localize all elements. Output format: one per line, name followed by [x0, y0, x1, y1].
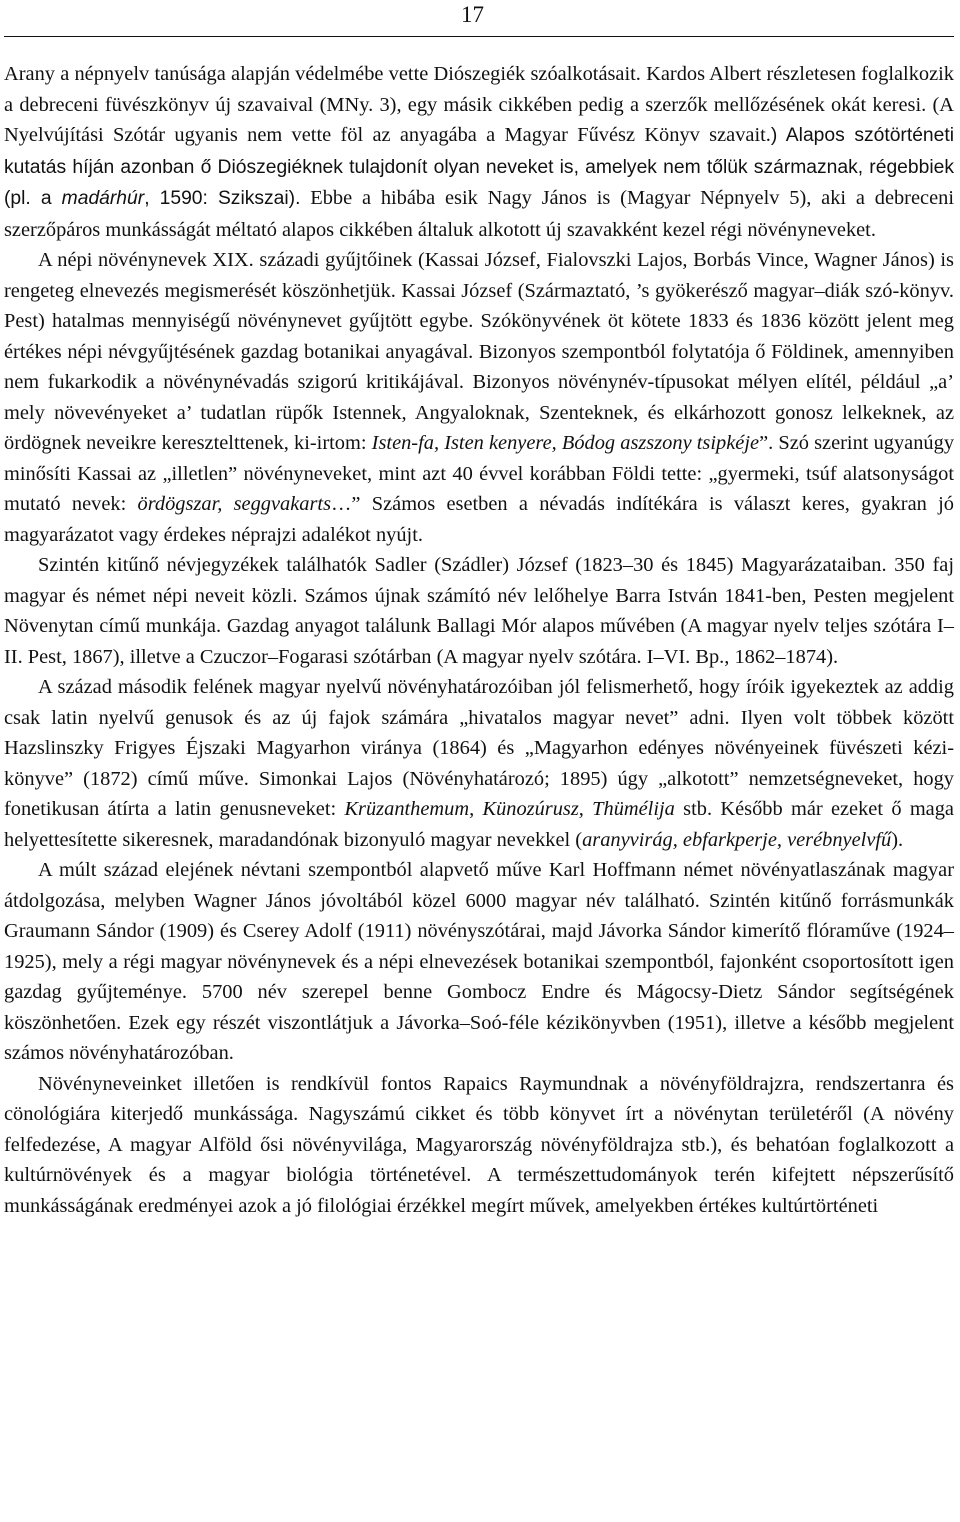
- page-header: [4, 0, 954, 37]
- text-segment: Arany a népnyelv tanúsága alapján védelmébe vette Diószegiék szóalkotásait. Kardos Albert részletesen foglalkozik a debreceni füvészkönyv új szavaival (MNy. 3), egy másik cikkében pedig a szerzők mellőzésének okát keresi. (A Nyelvújítási Szótár ugyanis nem vette föl az anyagába a Magyar Fűvész Könyv szavait.: [4, 63, 954, 146]
- text-segment: Szintén kitűnő névjegyzékek találhatók Sadler (Szádler) József (1823–30 és 1845) Magyarázataiban. 350 faj magyar és német népi neveit közli. Számos újnak számító név lelőhelye Barra István 1841-ben, Pesten megjelent Növenytan című munkája. Gazdag anyagot találunk Ballagi Mór alapos művében (A magyar nyelv teljes szótára I–II. Pest, 1867), illetve a Czuczor–Fogarasi szótárban (A magyar nyelv szótára. I–VI. Bp., 1862–1874).: [4, 554, 954, 668]
- text-segment: ) Alapos szótörténeti kutatás híján azonban ő Diószegiéknek tulajdonít olyan neveket is, amelyek nem tőlük származnak, régebbiek (pl. a: [4, 125, 955, 209]
- text-segment: ”. Szó szerint ugyanúgy minősíti Kassai az „illetlen” növényneveket, mint azt 40 évvel korábban Földi tette: „gyermeki, tsúf alatsonyságot mutató nevek:: [4, 432, 955, 515]
- paragraph: [4, 550, 954, 672]
- text-segment: , 1590: Szikszai).: [144, 188, 301, 209]
- text-segment: stb. Később már ezeket ő maga helyettesítette sikeresnek, maradandónak bizonyuló magyar nevekkel (: [4, 798, 954, 851]
- paragraph: [4, 1069, 954, 1222]
- italic-term: Isten-fa, Isten kenyere, Bódog aszszony tsipkéje: [371, 432, 760, 454]
- paragraph: [4, 59, 954, 245]
- italic-term: aranyvirág, ebfarkperje, verébnyelvfű: [582, 828, 892, 851]
- body-text: [4, 37, 954, 1221]
- text-segment: A század második felének magyar nyelvű növényhatározóiban jól felismerhető, hogy íróik igyekeztek az addig csak latin nyelvű genusok és az új fajok számára „hivatalos magyar nevet” adni. Ilyen volt többek között Hazslinszky Frigyes Éjszaki Magyarhon viránya (1864) és „Magyarhon edényes növényeinek füvészeti kézi-könyve” (1872) című műve. Simonkai Lajos (Növényhatározó; 1895) úgy „alkotott” nemzetségneveket, hogy fonetikusan átírta a latin genusneveket:: [4, 676, 954, 820]
- text-segment: A népi növénynevek XIX. századi gyűjtőinek (Kassai József, Fialovszki Lajos, Borbás Vince, Wagner János) is rengeteg elnevezés megismerését köszönhetjük. Kassai József (Származtató, ’s gyökerésző magyar–diák szó-könyv. Pest) hatalmas mennyiségű növénynevet gyűjtött egybe. Szókönyvének öt kötete 1833 és 1836 között jelent meg értékes népi névgyűjtésének gazdag botanikai anyagával. Bizonyos szempontból folytatója ő Földinek, amennyiben nem fukarkodik a növénynévadás szigorú kritikájával. Bizonyos növénynév-típusokat mélyen elítél, például „a’ mely növevényeket a’ tudatlan rüpők Istennek, Angyaloknak, Szenteknek, és elkárhozott gonosz lelkeknek, az ördögnek neveikre keresztelttenek, ki-irtom:: [4, 249, 954, 454]
- text-segment: …” Számos esetben a névadás indítékára is választ keres, gyakran jó magyarázatot vagy érdekes néprajzi adalékot nyújt.: [4, 493, 954, 546]
- italic-term: Krüzanthemum, Künozúrusz, Thümélija: [344, 798, 675, 820]
- page-number: 17: [461, 2, 484, 27]
- text-segment: A múlt század elejének névtani szempontból alapvető műve Karl Hoffmann német növényatlaszának magyar átdolgozása, melyben Wagner János jóvoltából közel 6000 magyar név található. Szintén kitűnő forrásmunkák Graumann Sándor (1909) és Cserey Adolf (1911) növényszótárai, majd Jávorka Sándor kimerítő flóraműve (1924–1925), mely a régi magyar növénynevek és a népi elnevezések botanikai szempontból, fajonként csoportosított igen gazdag gyűjteménye. 5700 név szerepel benne Gombocz Endre és Mágocsy-Dietz Sándor segítségének köszönhetően. Ezek egy részét viszontlátjuk a Jávorka–Soó-féle kézikönyvben (1951), illetve a később megjelent számos növényhatározóban.: [4, 859, 954, 1064]
- italic-term: madárhúr: [61, 188, 145, 209]
- text-segment: Növényneveinket illetően is rendkívül fontos Rapaics Raymundnak a növényföldrajzra, rendszertanra és cönológiára kiterjedő munkássága. Nagyszámú cikket és több könyvet írt a növénytan területéről (A növény felfedezése, A magyar Alföld ősi növényvilága, Magyarország növényföldrajza stb.), és behatóan foglalkozott a kultúrnövények és a magyar biológia történetével. A természettudományok terén kifejtett népszerűsítő munkásságának eredményei azok a jó filológiai érzékkel megírt művek, amelyekben értékes kultúrtörténeti: [4, 1072, 954, 1217]
- italic-term: ördögszar, seggvakarts: [137, 493, 332, 515]
- text-segment: ).: [891, 828, 904, 851]
- paragraph: [4, 855, 954, 1069]
- paragraph: [4, 245, 954, 550]
- paragraph: [4, 672, 954, 855]
- text-segment: Ebbe a hibába esik Nagy János is (Magyar Népnyelv 5), aki a debreceni szerzőpáros munkásságát méltató alapos cikkében általuk alkotott új szavakként kezel régi növényneveket.: [4, 187, 954, 241]
